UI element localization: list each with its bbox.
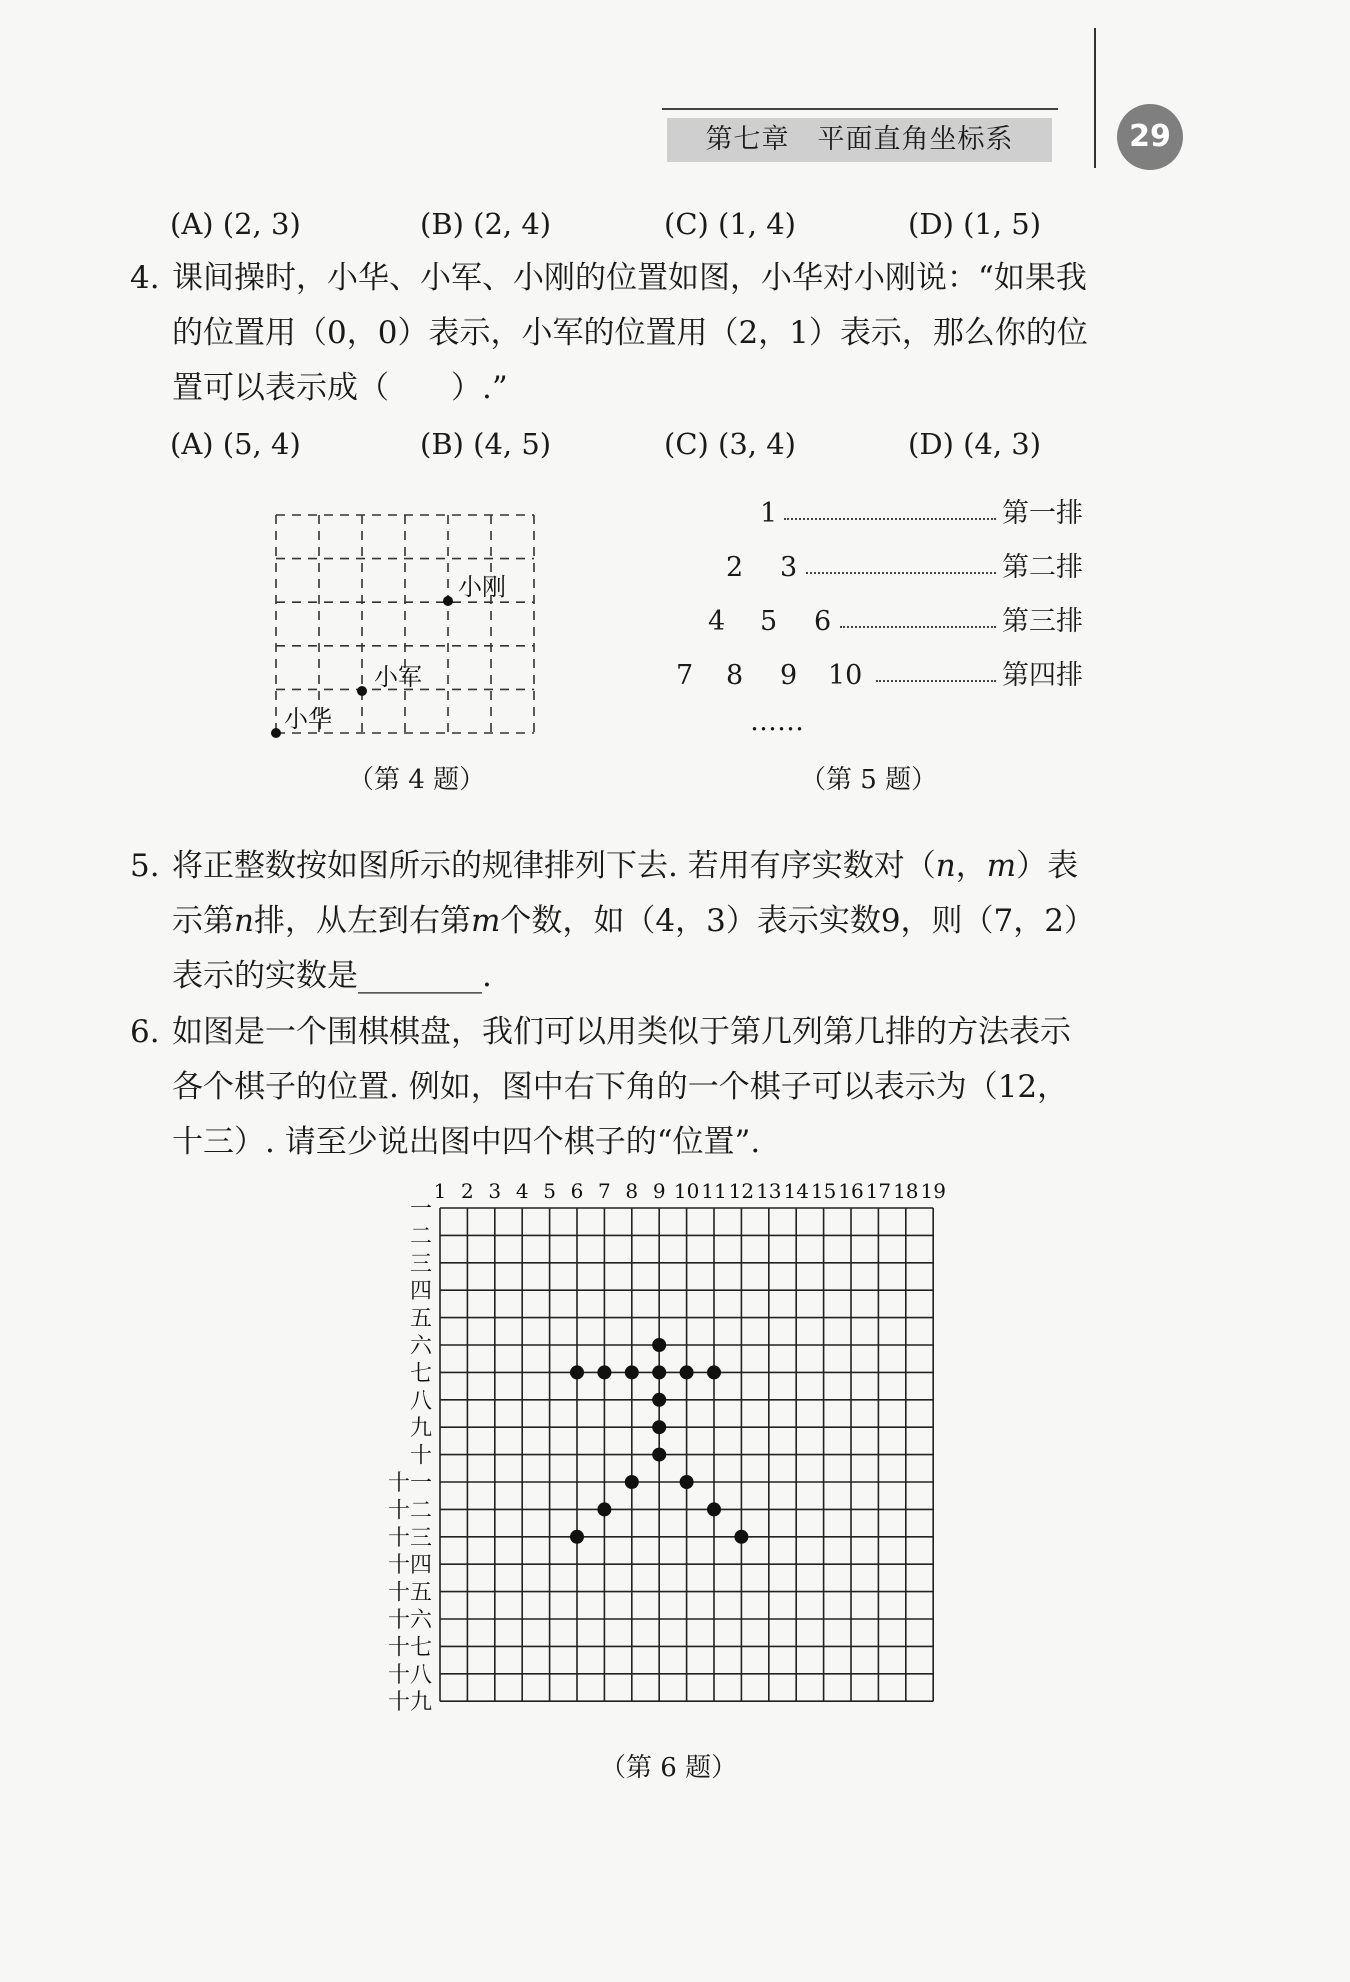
q5-line-1 <box>172 846 1078 886</box>
column-label: 6 <box>570 1179 584 1203</box>
prev-option-d: (D) (1, 5) <box>908 207 1042 241</box>
column-label: 14 <box>783 1179 809 1203</box>
go-stone <box>680 1365 694 1379</box>
column-label: 4 <box>515 1179 529 1203</box>
triangle-number: 10 <box>828 660 863 691</box>
xiaogang-point <box>443 596 453 606</box>
q6-figure-caption: （第 6 题） <box>600 1753 738 1783</box>
leader-dots <box>784 518 996 520</box>
q4-option-b: (B) (4, 5) <box>420 427 552 461</box>
column-label: 10 <box>673 1179 700 1203</box>
column-label: 12 <box>728 1179 755 1203</box>
go-stone <box>734 1530 748 1544</box>
column-label: 9 <box>652 1179 666 1203</box>
q4-option-c: (C) (3, 4) <box>664 427 797 461</box>
q5-line-2-text-a: 示第 <box>172 903 234 939</box>
triangle-number: 9 <box>780 660 798 691</box>
q4-line-1: 课间操时，小华、小军、小刚的位置如图，小华对小刚说：“如果我 <box>172 260 1087 296</box>
page-number-badge: 29 <box>1117 104 1183 170</box>
row-label: 八 <box>409 1388 432 1414</box>
row-label: 三 <box>409 1251 432 1277</box>
go-board-figure <box>360 1170 960 1730</box>
leader-dots <box>806 572 996 574</box>
triangle-number: 6 <box>814 606 832 637</box>
q5-line-1-text-c: ）表 <box>1016 848 1079 884</box>
row-label: 九 <box>409 1416 432 1442</box>
xiaojun-label: 小军 <box>374 663 422 691</box>
column-label: 5 <box>543 1179 556 1203</box>
column-label: 2 <box>461 1179 474 1203</box>
row-label: 十七 <box>387 1635 432 1661</box>
q4-option-a: (A) (5, 4) <box>170 427 301 461</box>
go-stone <box>680 1475 694 1489</box>
row-label-4: 第四排 <box>1002 660 1083 691</box>
row-label: 十二 <box>387 1498 432 1524</box>
column-label: 16 <box>838 1179 864 1203</box>
q5-line-2 <box>172 901 1095 941</box>
prev-option-a: (A) (2, 3) <box>170 207 301 241</box>
q4-line-3: 置可以表示成（ ）.” <box>172 370 508 406</box>
triangle-number: 4 <box>708 606 726 637</box>
go-stone <box>570 1530 584 1544</box>
triangle-number: 2 <box>726 552 744 583</box>
row-label: 十一 <box>387 1471 432 1496</box>
q5-line-3: 表示的实数是________. <box>172 958 492 994</box>
column-label: 8 <box>625 1179 639 1203</box>
q4-dashed-grid <box>276 515 534 733</box>
var-n: n <box>935 848 956 884</box>
q5-number-triangle <box>660 498 1083 748</box>
row-label-3: 第三排 <box>1002 606 1083 637</box>
triangle-number: 1 <box>760 498 778 529</box>
q4-figure-caption: （第 4 题） <box>348 765 486 795</box>
leader-dots <box>876 680 996 682</box>
triangle-number: 7 <box>676 660 694 691</box>
q5-line-1-text-a: 将正整数按如图所示的规律排列下去. 若用有序实数对（ <box>172 848 936 884</box>
q6-line-1: 如图是一个围棋棋盘，我们可以用类似于第几列第几排的方法表示 <box>172 1014 1071 1050</box>
row-label-1: 第一排 <box>1002 498 1083 529</box>
q6-line-2: 各个棋子的位置. 例如，图中右下角的一个棋子可以表示为（12， <box>172 1069 1069 1105</box>
row-label: 七 <box>409 1361 432 1387</box>
xiaojun-point <box>357 686 367 696</box>
row-label: 四 <box>409 1279 432 1305</box>
chapter-title: 第七章 平面直角坐标系 <box>667 118 1052 162</box>
triangle-ellipsis: …… <box>750 706 804 737</box>
q5-line-2-text-b: 排，从左到右第 <box>253 903 471 939</box>
row-label: 十六 <box>387 1608 432 1633</box>
prev-option-b: (B) (2, 4) <box>420 207 552 241</box>
q4-number: 4. <box>130 260 160 296</box>
go-board-row-labels <box>388 1197 433 1715</box>
header-vertical-rule <box>1094 28 1096 168</box>
row-label: 十三 <box>387 1525 432 1551</box>
go-board-grid <box>440 1208 933 1701</box>
q5-figure-caption: （第 5 题） <box>800 765 938 795</box>
row-label: 一 <box>409 1197 432 1222</box>
row-label: 十八 <box>387 1662 432 1688</box>
xiaogang-label: 小刚 <box>458 573 506 601</box>
var-n: n <box>234 903 254 939</box>
var-m: m <box>986 848 1017 884</box>
go-stone <box>625 1475 639 1489</box>
go-stone <box>597 1365 611 1379</box>
column-label: 1 <box>433 1179 447 1203</box>
row-label: 二 <box>409 1224 432 1250</box>
go-board-column-labels <box>434 1179 946 1203</box>
column-label: 17 <box>865 1179 892 1203</box>
row-label: 十四 <box>387 1553 432 1579</box>
go-stone <box>652 1393 666 1407</box>
row-label-2: 第二排 <box>1002 552 1083 583</box>
column-label: 13 <box>756 1179 782 1203</box>
go-stone <box>652 1365 666 1379</box>
column-label: 3 <box>488 1179 502 1203</box>
triangle-number: 3 <box>780 552 798 583</box>
q5-line-2-text-c: 个数，如（4，3）表示实数9，则（7，2） <box>500 903 1095 939</box>
go-stone <box>652 1338 666 1352</box>
go-stone <box>652 1448 666 1462</box>
q6-number: 6. <box>130 1014 160 1050</box>
xiaohua-label: 小华 <box>284 705 332 733</box>
triangle-number: 8 <box>726 660 744 691</box>
go-stone <box>597 1502 611 1516</box>
go-stone <box>652 1420 666 1434</box>
row-label: 十 <box>409 1443 432 1469</box>
row-label: 五 <box>409 1306 432 1332</box>
triangle-number: 5 <box>760 606 778 637</box>
go-stone <box>707 1365 721 1379</box>
header-rule <box>662 108 1058 110</box>
row-label: 十五 <box>387 1580 432 1606</box>
q5-line-1-text-b: ， <box>955 848 987 884</box>
go-stone <box>707 1502 721 1516</box>
go-stone <box>570 1365 584 1379</box>
column-label: 7 <box>598 1179 611 1203</box>
column-label: 19 <box>920 1179 946 1203</box>
row-label: 六 <box>409 1334 432 1359</box>
row-label: 十九 <box>387 1690 432 1716</box>
column-label: 11 <box>701 1179 727 1203</box>
column-label: 15 <box>810 1179 837 1203</box>
var-m: m <box>470 903 501 939</box>
column-label: 18 <box>893 1179 919 1203</box>
q6-line-3: 十三）. 请至少说出图中四个棋子的“位置”. <box>172 1124 761 1160</box>
q4-line-2: 的位置用（0，0）表示，小军的位置用（2，1）表示，那么你的位 <box>172 315 1088 351</box>
prev-option-c: (C) (1, 4) <box>664 207 797 241</box>
xiaohua-point <box>271 728 281 738</box>
go-stone <box>625 1365 639 1379</box>
q4-grid-figure <box>260 505 560 755</box>
leader-dots <box>840 626 996 628</box>
q5-number: 5. <box>130 848 160 884</box>
q4-option-d: (D) (4, 3) <box>908 427 1042 461</box>
